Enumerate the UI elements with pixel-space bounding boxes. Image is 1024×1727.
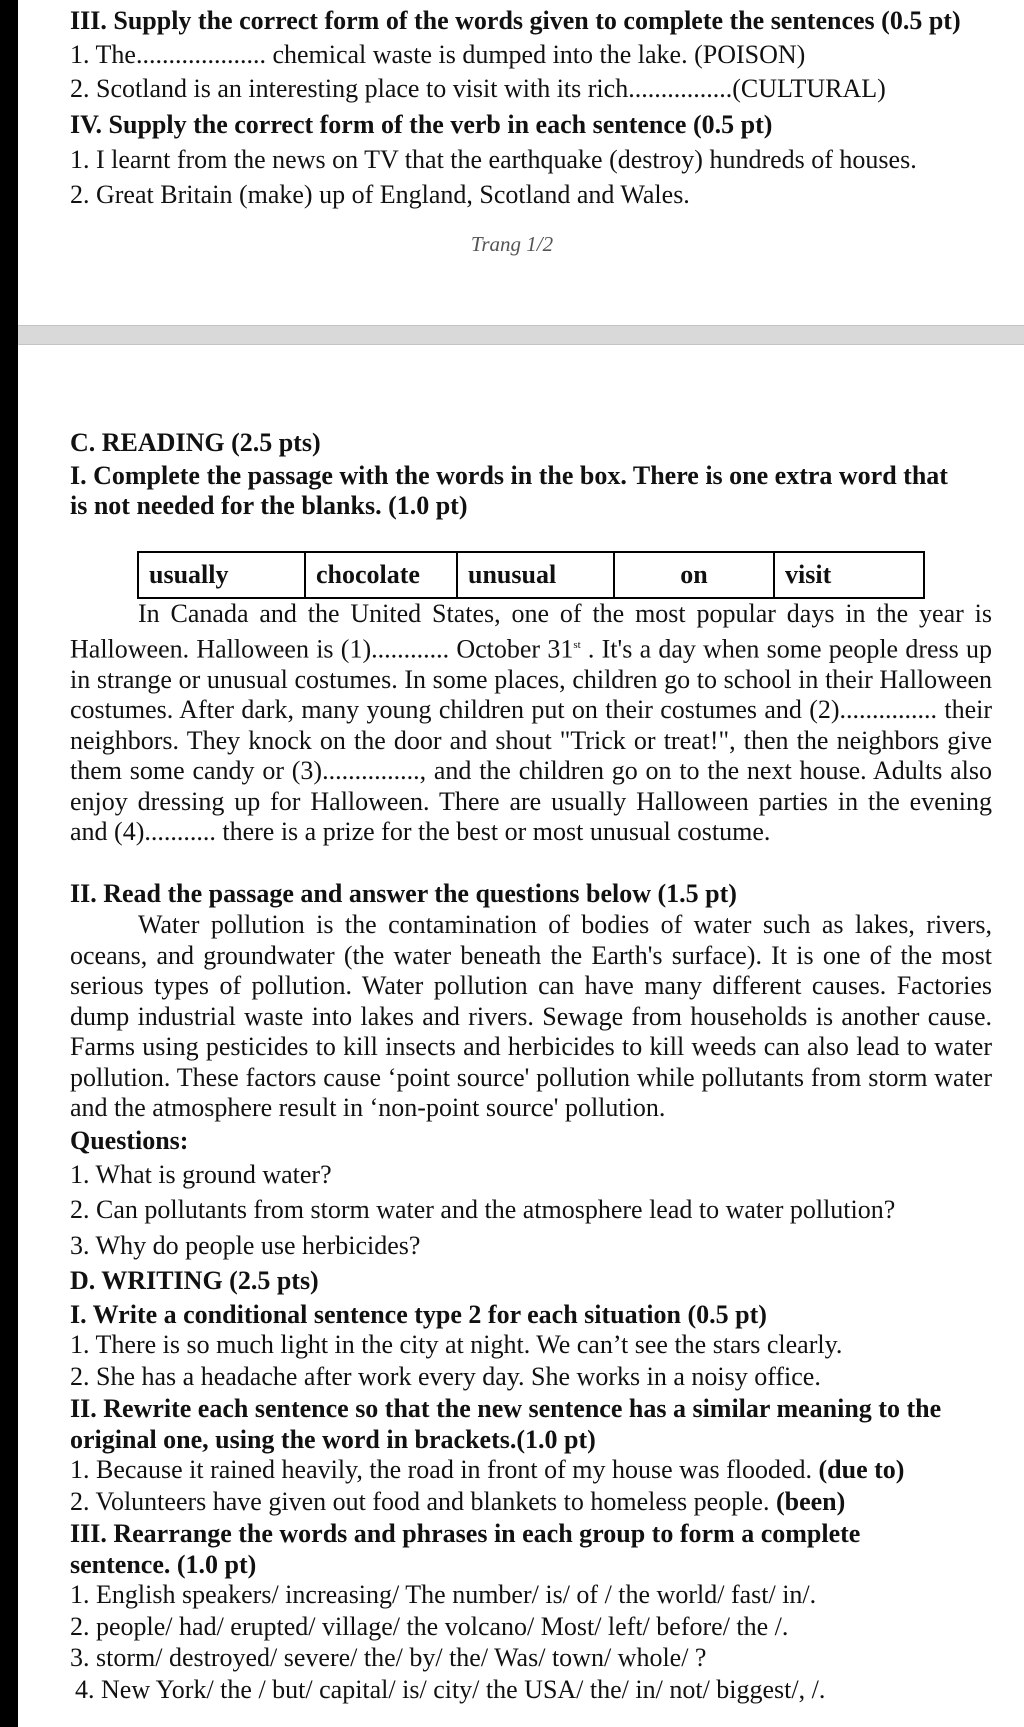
- questions-label: Questions:: [70, 1126, 189, 1155]
- writing-part1-heading: I. Write a conditional sentence type 2 for each situation (0.5 pt): [70, 1300, 767, 1329]
- writing-part2-item-2-text: 2. Volunteers have given out food and blankets to homeless people.: [70, 1487, 776, 1516]
- section3-item-1: 1. The.................... chemical waste is dumped into the lake. (POISON): [70, 40, 806, 69]
- writing-part2-heading-line2: original one, using the word in brackets.(1.0 pt): [70, 1425, 596, 1454]
- word-box-cell: visit: [774, 552, 924, 598]
- reading-passage-1: [70, 599, 992, 848]
- reading-part1-heading-line2: is not needed for the blanks. (1.0 pt): [70, 491, 468, 520]
- word-box-cell: unusual: [457, 552, 614, 598]
- question-1: 1. What is ground water?: [70, 1160, 332, 1189]
- section4-item-1: 1. I learnt from the news on TV that the earthquake (destroy) hundreds of houses.: [70, 145, 917, 174]
- question-2: 2. Can pollutants from storm water and the atmosphere lead to water pollution?: [70, 1195, 896, 1224]
- writing-part1-item-2: 2. She has a headache after work every day. She works in a noisy office.: [70, 1362, 821, 1391]
- passage1-part-b: . It's a day when some people dress up in strange or unusual costumes. In some places, children go to school in their Halloween costumes. After dark, many young children put on their costumes and (2)............... their neighbors. They knock on the door and shout "Trick or treat!", then the neighbors give them some candy or (3)..............., and the children go on to the next house. Adults also enjoy dressing up for Halloween. There are usually Halloween parties in the evening and (4)........... there is a prize for the best or most unusual costume.: [70, 634, 993, 847]
- reading-part1-heading-line1: I. Complete the passage with the words in the box. There is one extra word that: [70, 461, 948, 490]
- writing-part2-item-1-word: (due to): [818, 1455, 905, 1484]
- section4-heading: IV. Supply the correct form of the verb in each sentence (0.5 pt): [70, 110, 773, 139]
- word-box-cell: chocolate: [305, 552, 457, 598]
- writing-part2-item-2: [70, 1487, 845, 1517]
- section3-item-2: 2. Scotland is an interesting place to visit with its rich................(CULTURAL): [70, 74, 886, 103]
- writing-part3-item-3: 3. storm/ destroyed/ severe/ the/ by/ the/ Was/ town/ whole/ ?: [70, 1643, 707, 1672]
- writing-part2-item-1: [70, 1455, 904, 1485]
- writing-part3-item-2: 2. people/ had/ erupted/ village/ the volcano/ Most/ left/ before/ the /.: [70, 1612, 789, 1641]
- writing-part2-item-1-text: 1. Because it rained heavily, the road in front of my house was flooded.: [70, 1455, 819, 1484]
- writing-part1-item-1: 1. There is so much light in the city at night. We can’t see the stars clearly.: [70, 1330, 843, 1359]
- passage1-superscript: st: [573, 638, 581, 651]
- section3-heading: III. Supply the correct form of the words given to complete the sentences (0.5 pt): [70, 6, 961, 35]
- writing-part3-heading-line1: III. Rearrange the words and phrases in each group to form a complete: [70, 1519, 861, 1548]
- page-footer: Trang 1/2: [470, 232, 554, 256]
- reading-passage-2: Water pollution is the contamination of bodies of water such as lakes, rivers, oceans, and groundwater (the water beneath the Earth's surface). It is one of the most serious types of pollution. Water pollution can have many different causes. Factories dump industrial waste into lakes and rivers. Sewage from households is another cause. Farms using pesticides to kill insects and herbicides to kill weeds can also lead to water pollution. These factors cause ‘point source' pollution while pollutants from storm water and the atmosphere result in ‘non-point source' pollution.: [70, 910, 992, 1122]
- section4-item-2: 2. Great Britain (make) up of England, Scotland and Wales.: [70, 180, 690, 209]
- word-box: [137, 551, 925, 599]
- writing-part3-item-1: 1. English speakers/ increasing/ The number/ is/ of / the world/ fast/ in/.: [70, 1580, 817, 1609]
- writing-heading: D. WRITING (2.5 pts): [70, 1266, 319, 1295]
- word-box-cell: on: [614, 552, 774, 598]
- writing-part3-heading-line2: sentence. (1.0 pt): [70, 1550, 257, 1579]
- reading-heading: C. READING (2.5 pts): [70, 428, 321, 457]
- writing-part2-item-2-word: (been): [775, 1487, 846, 1516]
- page-separator: [18, 325, 1024, 345]
- passage1-part-a: In Canada and the United States, one of the most popular days in the year is Halloween. Halloween is (1)............ October 31: [70, 599, 992, 664]
- writing-part3-item-4: 4. New York/ the / but/ capital/ is/ city/ the USA/ the/ in/ not/ biggest/, /.: [75, 1675, 826, 1704]
- reading-part2-heading: II. Read the passage and answer the questions below (1.5 pt): [70, 879, 737, 908]
- word-box-cell: usually: [138, 552, 305, 598]
- left-margin-bar: [0, 0, 18, 1727]
- writing-part2-heading-line1: II. Rewrite each sentence so that the new sentence has a similar meaning to the: [70, 1394, 942, 1423]
- question-3: 3. Why do people use herbicides?: [70, 1231, 421, 1260]
